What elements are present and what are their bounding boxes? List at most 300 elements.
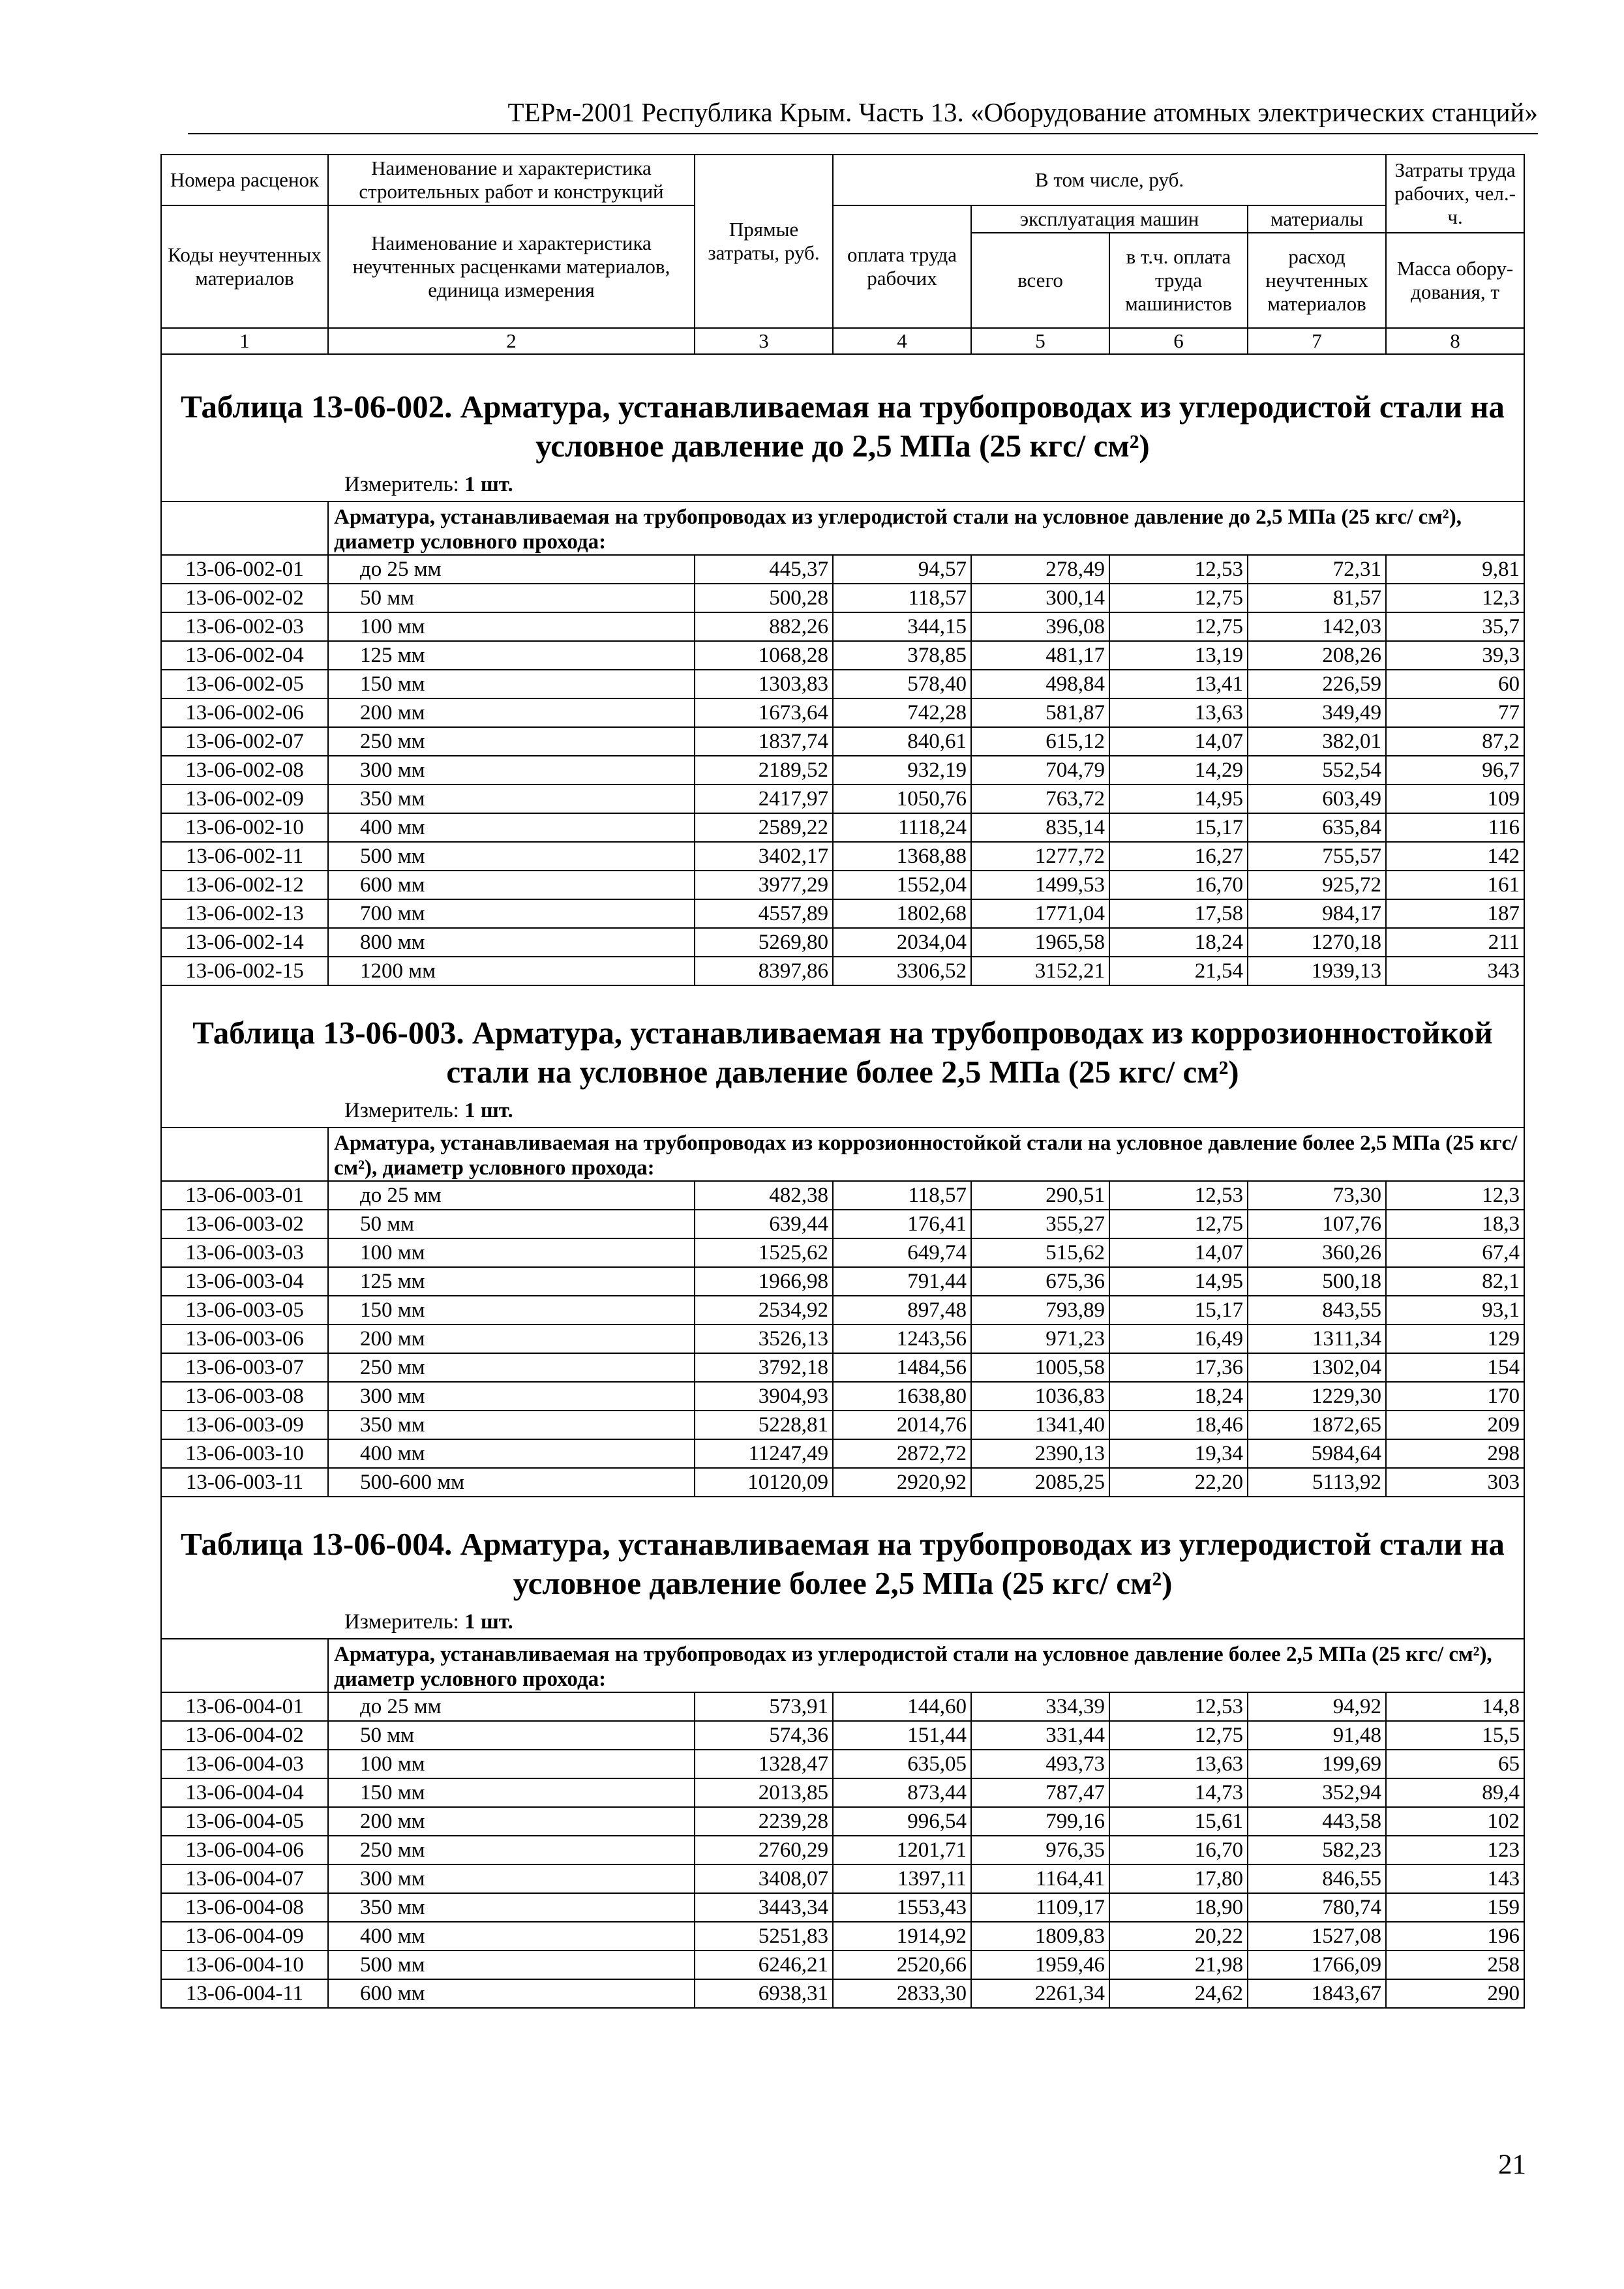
measure-label: Измеритель: (344, 1099, 465, 1122)
value-col-3: 2239,28 (695, 1807, 833, 1836)
value-col-8: 82,1 (1386, 1267, 1524, 1296)
value-col-3: 3977,29 (695, 871, 833, 899)
col-header-material-name: Наименование и характеристика неучтенных расценками материалов, единица измерения (328, 205, 695, 328)
rate-code: 13-06-004-11 (161, 1979, 328, 2008)
value-col-3: 3408,07 (695, 1864, 833, 1893)
diameter: 700 мм (328, 899, 695, 928)
value-col-3: 10120,09 (695, 1468, 833, 1497)
value-col-5: 1005,58 (971, 1353, 1109, 1382)
value-col-4: 1552,04 (833, 871, 971, 899)
value-col-6: 14,29 (1109, 756, 1248, 785)
rate-code: 13-06-004-06 (161, 1836, 328, 1864)
value-col-5: 976,35 (971, 1836, 1109, 1864)
diameter: 350 мм (328, 1893, 695, 1922)
value-col-7: 846,55 (1248, 1864, 1386, 1893)
rate-code: 13-06-003-09 (161, 1411, 328, 1439)
value-col-8: 143 (1386, 1864, 1524, 1893)
rate-code: 13-06-002-13 (161, 899, 328, 928)
diameter: 400 мм (328, 1922, 695, 1951)
rate-code: 13-06-004-03 (161, 1750, 328, 1778)
rate-code: 13-06-002-04 (161, 641, 328, 670)
value-col-7: 94,92 (1248, 1692, 1386, 1721)
value-col-8: 109 (1386, 785, 1524, 813)
rate-code: 13-06-002-07 (161, 727, 328, 756)
description-code-cell (161, 1128, 328, 1181)
col-header-rate-numbers: Номера расценок (161, 155, 328, 205)
value-col-3: 6938,31 (695, 1979, 833, 2008)
value-col-4: 1201,71 (833, 1836, 971, 1864)
value-col-4: 118,57 (833, 584, 971, 612)
value-col-3: 1303,83 (695, 670, 833, 698)
value-col-6: 14,07 (1109, 727, 1248, 756)
rate-code: 13-06-003-02 (161, 1210, 328, 1238)
value-col-4: 1484,56 (833, 1353, 971, 1382)
value-col-5: 498,84 (971, 670, 1109, 698)
value-col-6: 18,24 (1109, 928, 1248, 957)
measure-unit (161, 1096, 1524, 1128)
value-col-8: 154 (1386, 1353, 1524, 1382)
value-col-7: 552,54 (1248, 756, 1386, 785)
value-col-6: 14,73 (1109, 1778, 1248, 1807)
diameter: до 25 мм (328, 1692, 695, 1721)
table-title: Таблица 13-06-004. Арматура, устанавливаемая на трубопроводах из углеродистой стали на условное давление более 2,5 МПа (25 кгс/ см²) (161, 1497, 1524, 1607)
diameter: 200 мм (328, 698, 695, 727)
value-col-7: 142,03 (1248, 612, 1386, 641)
diameter: 150 мм (328, 670, 695, 698)
rate-code: 13-06-003-08 (161, 1382, 328, 1411)
table-row (161, 727, 1524, 756)
measure-value: 1 шт. (464, 1610, 513, 1634)
value-col-3: 3792,18 (695, 1353, 833, 1382)
value-col-5: 1109,17 (971, 1893, 1109, 1922)
diameter: 100 мм (328, 1750, 695, 1778)
value-col-4: 791,44 (833, 1267, 971, 1296)
table-row (161, 899, 1524, 928)
table-row (161, 1836, 1524, 1864)
table-row (161, 1210, 1524, 1238)
col-header-equipment-mass: Масса обору-дования, т (1386, 233, 1524, 328)
value-col-5: 835,14 (971, 813, 1109, 842)
value-col-4: 176,41 (833, 1210, 971, 1238)
col-header-including: В том числе, руб. (833, 155, 1386, 205)
value-col-6: 21,98 (1109, 1951, 1248, 1979)
diameter: 800 мм (328, 928, 695, 957)
table-row (161, 813, 1524, 842)
value-col-6: 20,22 (1109, 1922, 1248, 1951)
measure-unit (161, 1607, 1524, 1639)
diameter: 500-600 мм (328, 1468, 695, 1497)
value-col-7: 1527,08 (1248, 1922, 1386, 1951)
value-col-7: 199,69 (1248, 1750, 1386, 1778)
value-col-6: 16,27 (1109, 842, 1248, 871)
rate-code: 13-06-003-11 (161, 1468, 328, 1497)
running-header: ТЕРм-2001 Республика Крым. Часть 13. «Оборудование атомных электрических станций» (507, 97, 1538, 127)
measure-value: 1 шт. (464, 1099, 513, 1122)
value-col-7: 843,55 (1248, 1296, 1386, 1324)
table-row (161, 957, 1524, 985)
diameter: 150 мм (328, 1296, 695, 1324)
value-col-5: 675,36 (971, 1267, 1109, 1296)
value-col-4: 742,28 (833, 698, 971, 727)
rate-code: 13-06-003-01 (161, 1181, 328, 1210)
value-col-6: 18,46 (1109, 1411, 1248, 1439)
value-col-8: 290 (1386, 1979, 1524, 2008)
section-description: Арматура, устанавливаемая на трубопроводах из углеродистой стали на условное давление более 2,5 МПа (25 кгс/ см²), диаметр условного прохода: (328, 1639, 1524, 1692)
table-title: Таблица 13-06-002. Арматура, устанавливаемая на трубопроводах из углеродистой стали на условное давление до 2,5 МПа (25 кгс/ см²) (161, 354, 1524, 470)
value-col-3: 1673,64 (695, 698, 833, 727)
price-table-body (161, 155, 1524, 2008)
value-col-5: 763,72 (971, 785, 1109, 813)
rate-code: 13-06-003-06 (161, 1324, 328, 1353)
value-col-3: 1068,28 (695, 641, 833, 670)
value-col-3: 2589,22 (695, 813, 833, 842)
col-header-machine-operation: эксплуатация машин (971, 205, 1248, 233)
value-col-7: 603,49 (1248, 785, 1386, 813)
table-row (161, 1807, 1524, 1836)
value-col-8: 187 (1386, 899, 1524, 928)
value-col-5: 787,47 (971, 1778, 1109, 1807)
value-col-3: 2760,29 (695, 1836, 833, 1864)
value-col-8: 258 (1386, 1951, 1524, 1979)
rate-code: 13-06-002-06 (161, 698, 328, 727)
value-col-8: 142 (1386, 842, 1524, 871)
table-row (161, 1979, 1524, 2008)
diameter: 400 мм (328, 1439, 695, 1468)
price-table-area (160, 154, 1524, 2009)
value-col-4: 94,57 (833, 555, 971, 584)
table-row (161, 1411, 1524, 1439)
value-col-8: 196 (1386, 1922, 1524, 1951)
rate-code: 13-06-004-08 (161, 1893, 328, 1922)
value-col-4: 1802,68 (833, 899, 971, 928)
rate-code: 13-06-003-05 (161, 1296, 328, 1324)
table-row (161, 584, 1524, 612)
value-col-5: 1809,83 (971, 1922, 1109, 1951)
value-col-8: 303 (1386, 1468, 1524, 1497)
value-col-6: 14,07 (1109, 1238, 1248, 1267)
value-col-8: 123 (1386, 1836, 1524, 1864)
value-col-5: 615,12 (971, 727, 1109, 756)
value-col-8: 116 (1386, 813, 1524, 842)
value-col-6: 12,75 (1109, 584, 1248, 612)
value-col-5: 290,51 (971, 1181, 1109, 1210)
rate-code: 13-06-002-11 (161, 842, 328, 871)
diameter: 200 мм (328, 1807, 695, 1836)
value-col-5: 1341,40 (971, 1411, 1109, 1439)
rate-code: 13-06-003-07 (161, 1353, 328, 1382)
value-col-4: 897,48 (833, 1296, 971, 1324)
table-row (161, 785, 1524, 813)
value-col-7: 5984,64 (1248, 1439, 1386, 1468)
value-col-7: 984,17 (1248, 899, 1386, 928)
value-col-5: 396,08 (971, 612, 1109, 641)
value-col-4: 1050,76 (833, 785, 971, 813)
value-col-3: 8397,86 (695, 957, 833, 985)
col-header-unaccounted-materials: расход неучтенных материалов (1248, 233, 1386, 328)
value-col-3: 3904,93 (695, 1382, 833, 1411)
measure-value: 1 шт. (464, 473, 513, 496)
col-header-machinist-wages: в т.ч. оплата труда машинистов (1109, 233, 1248, 328)
value-col-8: 14,8 (1386, 1692, 1524, 1721)
value-col-4: 1914,92 (833, 1922, 971, 1951)
table-row (161, 1181, 1524, 1210)
value-col-4: 2014,76 (833, 1411, 971, 1439)
value-col-5: 278,49 (971, 555, 1109, 584)
value-col-7: 635,84 (1248, 813, 1386, 842)
table-row (161, 1922, 1524, 1951)
table-row (161, 1382, 1524, 1411)
table-row (161, 1468, 1524, 1497)
rate-code: 13-06-004-09 (161, 1922, 328, 1951)
value-col-8: 12,3 (1386, 1181, 1524, 1210)
value-col-5: 1771,04 (971, 899, 1109, 928)
value-col-6: 24,62 (1109, 1979, 1248, 2008)
value-col-4: 2920,92 (833, 1468, 971, 1497)
value-col-6: 19,34 (1109, 1439, 1248, 1468)
diameter: 250 мм (328, 1836, 695, 1864)
value-col-5: 1499,53 (971, 871, 1109, 899)
value-col-8: 18,3 (1386, 1210, 1524, 1238)
value-col-5: 793,89 (971, 1296, 1109, 1324)
value-col-3: 4557,89 (695, 899, 833, 928)
value-col-6: 12,53 (1109, 1692, 1248, 1721)
diameter: 100 мм (328, 1238, 695, 1267)
value-col-5: 2390,13 (971, 1439, 1109, 1468)
diameter: 500 мм (328, 1951, 695, 1979)
value-col-3: 882,26 (695, 612, 833, 641)
diameter: 50 мм (328, 1210, 695, 1238)
col-number: 8 (1386, 328, 1524, 354)
col-number: 3 (695, 328, 833, 354)
diameter: 600 мм (328, 871, 695, 899)
rate-code: 13-06-004-01 (161, 1692, 328, 1721)
value-col-6: 17,58 (1109, 899, 1248, 928)
value-col-8: 343 (1386, 957, 1524, 985)
table-row (161, 641, 1524, 670)
diameter: 400 мм (328, 813, 695, 842)
value-col-4: 2833,30 (833, 1979, 971, 2008)
value-col-4: 1243,56 (833, 1324, 971, 1353)
table-row (161, 1692, 1524, 1721)
price-table (160, 154, 1525, 2009)
value-col-4: 378,85 (833, 641, 971, 670)
diameter: 250 мм (328, 727, 695, 756)
value-col-3: 445,37 (695, 555, 833, 584)
col-header-labor-costs: Затраты труда рабочих, чел.-ч. (1386, 155, 1524, 233)
table-row (161, 612, 1524, 641)
col-header-material-codes: Коды неучтенных материалов (161, 205, 328, 328)
value-col-5: 1277,72 (971, 842, 1109, 871)
value-col-6: 18,24 (1109, 1382, 1248, 1411)
rate-code: 13-06-004-07 (161, 1864, 328, 1893)
header-rule (188, 133, 1538, 134)
value-col-3: 573,91 (695, 1692, 833, 1721)
diameter: 350 мм (328, 1411, 695, 1439)
value-col-8: 161 (1386, 871, 1524, 899)
value-col-8: 67,4 (1386, 1238, 1524, 1267)
value-col-3: 1328,47 (695, 1750, 833, 1778)
value-col-4: 1368,88 (833, 842, 971, 871)
value-col-6: 13,41 (1109, 670, 1248, 698)
value-col-7: 1766,09 (1248, 1951, 1386, 1979)
col-number: 1 (161, 328, 328, 354)
value-col-3: 3402,17 (695, 842, 833, 871)
value-col-8: 298 (1386, 1439, 1524, 1468)
col-number: 5 (971, 328, 1109, 354)
diameter: 300 мм (328, 756, 695, 785)
value-col-7: 1843,67 (1248, 1979, 1386, 2008)
value-col-7: 925,72 (1248, 871, 1386, 899)
value-col-4: 344,15 (833, 612, 971, 641)
table-row (161, 670, 1524, 698)
value-col-6: 21,54 (1109, 957, 1248, 985)
table-title: Таблица 13-06-003. Арматура, устанавливаемая на трубопроводах из коррозионностойкой стали на условное давление более 2,5 МПа (25 кгс/ см²) (161, 985, 1524, 1096)
value-col-5: 1036,83 (971, 1382, 1109, 1411)
value-col-7: 73,30 (1248, 1181, 1386, 1210)
rate-code: 13-06-002-10 (161, 813, 328, 842)
diameter: 600 мм (328, 1979, 695, 2008)
rate-code: 13-06-002-09 (161, 785, 328, 813)
rate-code: 13-06-002-15 (161, 957, 328, 985)
value-col-3: 639,44 (695, 1210, 833, 1238)
value-col-3: 2013,85 (695, 1778, 833, 1807)
value-col-6: 13,19 (1109, 641, 1248, 670)
rate-code: 13-06-002-12 (161, 871, 328, 899)
value-col-6: 13,63 (1109, 1750, 1248, 1778)
value-col-8: 129 (1386, 1324, 1524, 1353)
value-col-7: 91,48 (1248, 1721, 1386, 1750)
value-col-7: 1270,18 (1248, 928, 1386, 957)
col-number: 4 (833, 328, 971, 354)
value-col-4: 932,19 (833, 756, 971, 785)
diameter: 100 мм (328, 612, 695, 641)
value-col-4: 3306,52 (833, 957, 971, 985)
page-number: 21 (1498, 2149, 1526, 2180)
rate-code: 13-06-002-05 (161, 670, 328, 698)
value-col-7: 443,58 (1248, 1807, 1386, 1836)
table-row (161, 1439, 1524, 1468)
rate-code: 13-06-004-05 (161, 1807, 328, 1836)
table-row (161, 871, 1524, 899)
value-col-8: 12,3 (1386, 584, 1524, 612)
rate-code: 13-06-002-01 (161, 555, 328, 584)
value-col-6: 12,53 (1109, 1181, 1248, 1210)
diameter: 125 мм (328, 641, 695, 670)
table-row (161, 1864, 1524, 1893)
value-col-7: 208,26 (1248, 641, 1386, 670)
value-col-8: 15,5 (1386, 1721, 1524, 1750)
measure-label: Измеритель: (344, 1610, 465, 1634)
value-col-6: 12,75 (1109, 1210, 1248, 1238)
value-col-4: 635,05 (833, 1750, 971, 1778)
diameter: 250 мм (328, 1353, 695, 1382)
diameter: 300 мм (328, 1382, 695, 1411)
value-col-3: 2534,92 (695, 1296, 833, 1324)
value-col-6: 15,61 (1109, 1807, 1248, 1836)
value-col-7: 349,49 (1248, 698, 1386, 727)
value-col-6: 17,80 (1109, 1864, 1248, 1893)
value-col-4: 1397,11 (833, 1864, 971, 1893)
value-col-5: 493,73 (971, 1750, 1109, 1778)
value-col-5: 334,39 (971, 1692, 1109, 1721)
value-col-5: 3152,21 (971, 957, 1109, 985)
value-col-5: 704,79 (971, 756, 1109, 785)
value-col-8: 211 (1386, 928, 1524, 957)
value-col-3: 482,38 (695, 1181, 833, 1210)
value-col-6: 18,90 (1109, 1893, 1248, 1922)
value-col-3: 2189,52 (695, 756, 833, 785)
diameter: до 25 мм (328, 555, 695, 584)
value-col-4: 151,44 (833, 1721, 971, 1750)
value-col-7: 382,01 (1248, 727, 1386, 756)
diameter: 300 мм (328, 1864, 695, 1893)
section-description: Арматура, устанавливаемая на трубопроводах из углеродистой стали на условное давление до 2,5 МПа (25 кгс/ см²), диаметр условного прохода: (328, 501, 1524, 555)
value-col-6: 15,17 (1109, 1296, 1248, 1324)
value-col-7: 500,18 (1248, 1267, 1386, 1296)
value-col-6: 12,53 (1109, 555, 1248, 584)
table-row (161, 1353, 1524, 1382)
value-col-4: 1553,43 (833, 1893, 971, 1922)
value-col-3: 3526,13 (695, 1324, 833, 1353)
value-col-6: 16,70 (1109, 871, 1248, 899)
value-col-7: 72,31 (1248, 555, 1386, 584)
col-number: 2 (328, 328, 695, 354)
value-col-8: 96,7 (1386, 756, 1524, 785)
value-col-4: 1638,80 (833, 1382, 971, 1411)
value-col-8: 209 (1386, 1411, 1524, 1439)
value-col-5: 2085,25 (971, 1468, 1109, 1497)
table-row (161, 1951, 1524, 1979)
value-col-7: 107,76 (1248, 1210, 1386, 1238)
rate-code: 13-06-004-02 (161, 1721, 328, 1750)
description-code-cell (161, 1639, 328, 1692)
value-col-6: 12,75 (1109, 1721, 1248, 1750)
value-col-4: 144,60 (833, 1692, 971, 1721)
value-col-4: 578,40 (833, 670, 971, 698)
value-col-6: 16,70 (1109, 1836, 1248, 1864)
rate-code: 13-06-004-04 (161, 1778, 328, 1807)
value-col-8: 87,2 (1386, 727, 1524, 756)
table-row (161, 1267, 1524, 1296)
value-col-5: 2261,34 (971, 1979, 1109, 2008)
table-row (161, 928, 1524, 957)
rate-code: 13-06-003-10 (161, 1439, 328, 1468)
rate-code: 13-06-002-08 (161, 756, 328, 785)
value-col-7: 5113,92 (1248, 1468, 1386, 1497)
value-col-3: 5269,80 (695, 928, 833, 957)
value-col-5: 515,62 (971, 1238, 1109, 1267)
value-col-7: 81,57 (1248, 584, 1386, 612)
table-row (161, 1324, 1524, 1353)
table-row (161, 555, 1524, 584)
table-row (161, 1238, 1524, 1267)
value-col-6: 14,95 (1109, 785, 1248, 813)
value-col-4: 2034,04 (833, 928, 971, 957)
value-col-8: 9,81 (1386, 555, 1524, 584)
rate-code: 13-06-003-03 (161, 1238, 328, 1267)
measure-unit (161, 470, 1524, 501)
value-col-7: 582,23 (1248, 1836, 1386, 1864)
value-col-7: 352,94 (1248, 1778, 1386, 1807)
value-col-4: 873,44 (833, 1778, 971, 1807)
value-col-7: 1872,65 (1248, 1411, 1386, 1439)
diameter: 150 мм (328, 1778, 695, 1807)
value-col-3: 11247,49 (695, 1439, 833, 1468)
value-col-4: 118,57 (833, 1181, 971, 1210)
value-col-4: 840,61 (833, 727, 971, 756)
value-col-3: 574,36 (695, 1721, 833, 1750)
value-col-5: 799,16 (971, 1807, 1109, 1836)
